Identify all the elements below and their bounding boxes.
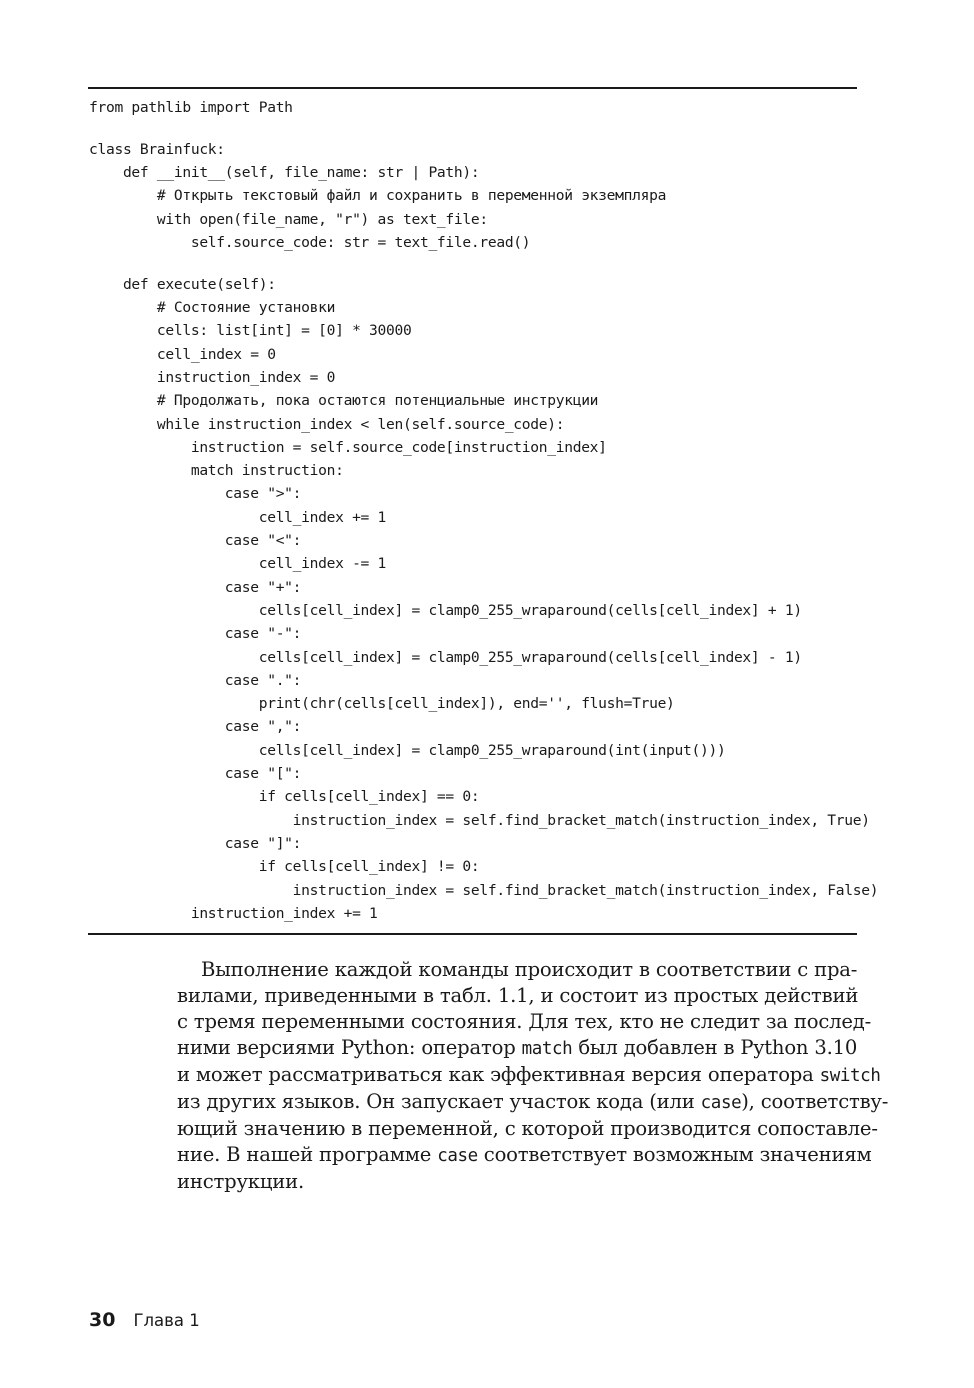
page-number: 30 <box>89 1309 116 1331</box>
code-line: instruction = self.source_code[instruction_index] <box>89 438 607 456</box>
paragraph-line: вилами, приведенными в табл. 1.1, и состоит из простых действий <box>177 984 859 1007</box>
code-line: self.source_code: str = text_file.read() <box>89 233 531 251</box>
code-line: from pathlib import Path <box>89 99 293 116</box>
code-line: case "-": <box>89 625 302 643</box>
code-line: def execute(self): <box>89 275 276 293</box>
paragraph-text: и может рассматриваться как эффективная версия оператора <box>177 1063 820 1086</box>
code-line: # Открыть текстовый файл и сохранить в переменной экземпляра <box>89 187 667 205</box>
inline-code: case <box>700 1093 742 1113</box>
code-line: with open(file_name, "r") as text_file: <box>89 210 488 228</box>
code-line <box>89 119 859 138</box>
code-line: case "]": <box>89 834 302 852</box>
paragraph-text: ние. В нашей программе <box>177 1143 438 1166</box>
inline-code: match <box>521 1039 573 1059</box>
code-listing <box>89 96 879 925</box>
code-line: case "[": <box>89 765 302 783</box>
paragraph-text: ), соответству- <box>741 1090 889 1113</box>
code-line: case "+": <box>89 578 302 596</box>
paragraph-line: с тремя переменными состояния. Для тех, кто не следит за послед- <box>177 1010 872 1033</box>
code-bottom-rule <box>88 933 857 935</box>
inline-code: case <box>437 1146 478 1166</box>
code-line: # Состояние установки <box>89 299 336 317</box>
chapter-label: Глава 1 <box>133 1311 200 1330</box>
code-line: class Brainfuck: <box>89 140 225 158</box>
code-line: print(chr(cells[cell_index]), end='', flush=True) <box>89 695 675 713</box>
code-line: cell_index = 0 <box>89 345 276 363</box>
paragraph-line <box>177 1089 889 1116</box>
paragraph-line <box>177 1142 872 1169</box>
code-line: case ".": <box>89 671 302 689</box>
paragraph-text: из других языков. Он запускает участок кода (или <box>177 1090 701 1113</box>
code-line: cell_index += 1 <box>89 508 387 526</box>
paragraph-text: был добавлен в Python 3.10 <box>572 1036 858 1059</box>
code-line: def __init__(self, file_name: str | Path): <box>89 164 480 182</box>
body-paragraph <box>177 957 889 1195</box>
code-top-rule <box>88 87 857 89</box>
code-line: instruction_index = self.find_bracket_match(instruction_index, False) <box>89 881 879 899</box>
page-footer <box>89 1309 200 1331</box>
inline-code: switch <box>819 1066 881 1086</box>
paragraph-line <box>177 1062 881 1089</box>
code-line: cell_index -= 1 <box>89 555 387 573</box>
code-line: while instruction_index < len(self.source_code): <box>89 415 565 433</box>
paragraph-line <box>177 1035 857 1062</box>
code-line: cells[cell_index] = clamp0_255_wraparound(int(input())) <box>89 741 726 759</box>
paragraph-text: соответствует возможным значениям <box>477 1143 872 1166</box>
code-line: instruction_index = self.find_bracket_match(instruction_index, True) <box>89 811 870 829</box>
code-line: case "<": <box>89 532 302 550</box>
code-line: instruction_index = 0 <box>89 368 336 386</box>
paragraph-line: Выполнение каждой команды происходит в соответствии с пра- <box>201 958 858 981</box>
paragraph-line: ющий значению в переменной, с которой производится сопоставле- <box>177 1117 878 1140</box>
code-line: instruction_index += 1 <box>89 904 378 922</box>
code-line: if cells[cell_index] == 0: <box>89 788 480 806</box>
paragraph-text: ними версиями Python: оператор <box>177 1036 522 1059</box>
code-line: cells[cell_index] = clamp0_255_wraparound(cells[cell_index] - 1) <box>89 648 802 666</box>
code-line: cells[cell_index] = clamp0_255_wraparound(cells[cell_index] + 1) <box>89 601 802 619</box>
code-line: case ",": <box>89 718 302 736</box>
code-line: case ">": <box>89 485 302 503</box>
code-line: # Продолжать, пока остаются потенциальные инструкции <box>89 392 599 410</box>
code-line <box>89 254 859 273</box>
code-line: if cells[cell_index] != 0: <box>89 858 480 876</box>
code-line: cells: list[int] = [0] * 30000 <box>89 322 412 340</box>
paragraph-line: инструкции. <box>177 1170 304 1193</box>
code-line: match instruction: <box>89 462 344 480</box>
